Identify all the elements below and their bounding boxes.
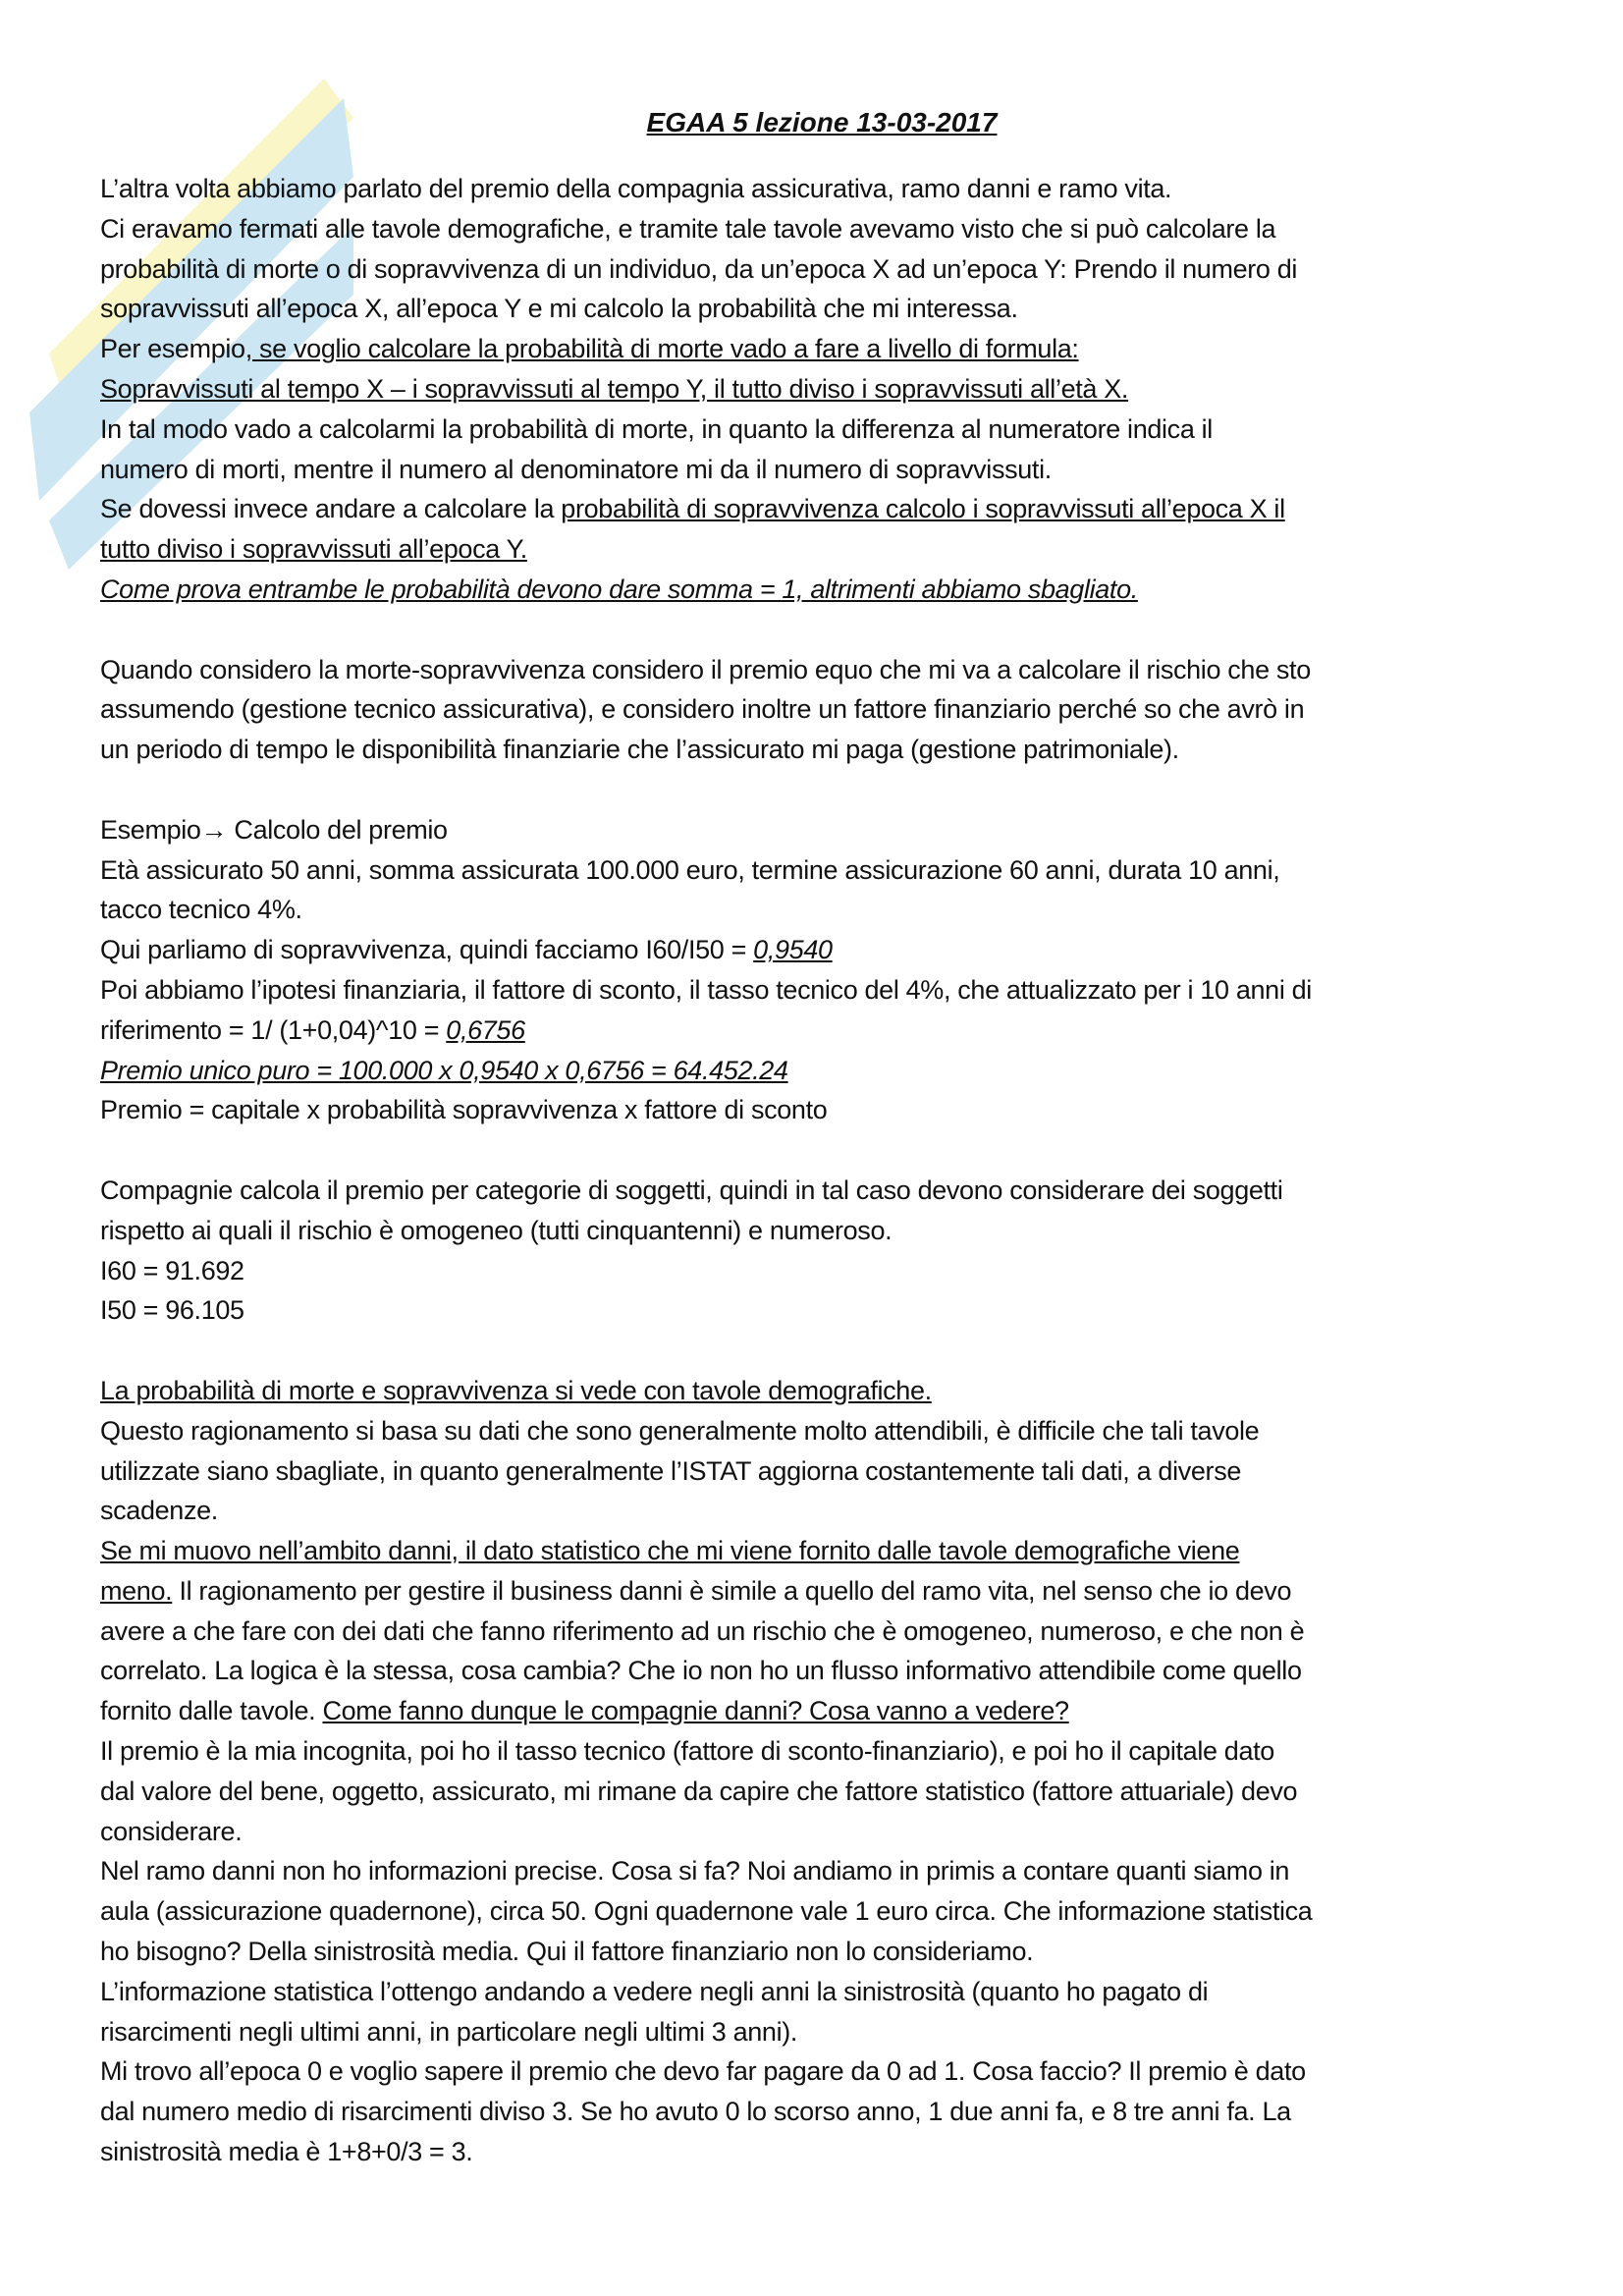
text-line: un periodo di tempo le disponibilità finanziarie che l’assicurato mi paga (gestione patrimoniale). (100, 735, 1179, 765)
text-line: Il premio è la mia incognita, poi ho il tasso tecnico (fattore di sconto-finanziario), e poi ho il capitale dato (100, 1736, 1274, 1767)
text-line: Come prova entrambe le probabilità devono dare somma = 1, altrimenti abbiamo sbagliato. (100, 574, 1138, 604)
text-line: dal numero medio di risarcimenti diviso 3. Se ho avuto 0 lo scorso anno, 1 due anni fa, e 8 tre anni fa. La (100, 2097, 1291, 2127)
text-line: Ci eravamo fermati alle tavole demografiche, e tramite tale tavole avevamo visto che si può calcolare la (100, 213, 1276, 244)
text-line: riferimento = 1/ (1+0,04)^10 = 0,6756 (100, 1014, 525, 1045)
text-line: Premio unico puro = 100.000 x 0,9540 x 0,6756 = 64.452.24 (100, 1055, 788, 1085)
text-line: Questo ragionamento si basa su dati che sono generalmente molto attendibili, è difficile che tali tavole (100, 1415, 1260, 1446)
text-line: risarcimenti negli ultimi anni, in particolare negli ultimi 3 anni). (100, 2016, 798, 2047)
text-line: L’informazione statistica l’ottengo andando a vedere negli anni la sinistrosità (quanto ho pagato di (100, 1976, 1209, 2006)
text-line: L’altra volta abbiamo parlato del premio della compagnia assicurativa, ramo danni e ramo vita. (100, 174, 1172, 203)
text-line: Per esempio, se voglio calcolare la probabilità di morte vado a fare a livello di formula: (100, 334, 1079, 364)
text-line: utilizzate siano sbagliate, in quanto generalmente l’ISTAT aggiorna costantemente tali dati, a diverse (100, 1455, 1242, 1486)
text-line: scadenze. (100, 1496, 218, 1526)
text-line: I50 = 96.105 (100, 1295, 244, 1326)
text-line: Sopravvissuti al tempo X – i sopravvissuti al tempo Y, il tutto diviso i sopravvissuti all’età X. (100, 373, 1129, 404)
text-line: Quando considero la morte-sopravvivenza considero il premio equo che mi va a calcolare il rischio che sto (100, 654, 1311, 684)
text-line: Nel ramo danni non ho informazioni precise. Cosa si fa? Noi andiamo in primis a contare quanti siamo in (100, 1856, 1290, 1886)
arrow-icon: → (200, 814, 228, 845)
text-line: Se dovessi invece andare a calcolare la probabilità di sopravvivenza calcolo i sopravvissuti all’epoca X il (100, 494, 1285, 524)
text-line: In tal modo vado a calcolarmi la probabilità di morte, in quanto la differenza al numeratore indica il (100, 413, 1213, 444)
text-line: sinistrosità media è 1+8+0/3 = 3. (100, 2137, 473, 2167)
text-line: aula (assicurazione quadernone), circa 50. Ogni quadernone vale 1 euro circa. Che informazione statistica (100, 1896, 1313, 1927)
text-line: ho bisogno? Della sinistrosità media. Qui il fattore finanziario non lo consideriamo. (100, 1937, 1034, 1967)
text-line: sopravvissuti all’epoca X, all’epoca Y e mi calcolo la probabilità che mi interessa. (100, 294, 1018, 324)
text-line: Compagnie calcola il premio per categorie di soggetti, quindi in tal caso devono considerare dei soggetti (100, 1175, 1283, 1205)
text-line: Se mi muovo nell’ambito danni, il dato statistico che mi viene fornito dalle tavole demografiche viene (100, 1536, 1240, 1566)
text-line: Esempio→ Calcolo del premio (100, 814, 448, 845)
text-line: tutto diviso i sopravvissuti all’epoca Y. (100, 534, 527, 565)
text-line: assumendo (gestione tecnico assicurativa), e considero inoltre un fattore finanziario perché so che avrò in (100, 694, 1305, 725)
text-line: Qui parliamo di sopravvivenza, quindi facciamo I60/I50 = 0,9540 (100, 935, 833, 965)
text-line: rispetto ai quali il rischio è omogeneo (tutti cinquantenni) e numeroso. (100, 1215, 893, 1245)
text-line: tacco tecnico 4%. (100, 895, 302, 925)
text-line: La probabilità di morte e sopravvivenza si vede con tavole demografiche. (100, 1375, 932, 1405)
text-line: dal valore del bene, oggetto, assicurato, mi rimane da capire che fattore statistico (fattore attuariale) devo (100, 1776, 1298, 1806)
text-line: meno. Il ragionamento per gestire il business danni è simile a quello del ramo vita, nel senso che io devo (100, 1575, 1292, 1606)
text-line: considerare. (100, 1816, 243, 1846)
document-title: EGAA 5 lezione 13-03-2017 (646, 107, 998, 137)
text-line: Premio = capitale x probabilità sopravvivenza x fattore di sconto (100, 1095, 828, 1125)
text-line: probabilità di morte o di sopravvivenza di un individuo, da un’epoca X ad un’epoca Y: Prendo il numero di (100, 253, 1298, 284)
text-line: fornito dalle tavole. Come fanno dunque le compagnie danni? Cosa vanno a vedere? (100, 1696, 1069, 1726)
text-line: Mi trovo all’epoca 0 e voglio sapere il premio che devo far pagare da 0 ad 1. Cosa faccio? Il premio è dato (100, 2056, 1306, 2087)
text-line: correlato. La logica è la stessa, cosa cambia? Che io non ho un flusso informativo attendibile come quello (100, 1656, 1302, 1686)
text-line: I60 = 91.692 (100, 1255, 244, 1285)
text-line: Età assicurato 50 anni, somma assicurata 100.000 euro, termine assicurazione 60 anni, durata 10 anni, (100, 854, 1280, 885)
text-line: Poi abbiamo l’ipotesi finanziaria, il fattore di sconto, il tasso tecnico del 4%, che attualizzato per i 10 anni di (100, 974, 1312, 1005)
text-line: avere a che fare con dei dati che fanno riferimento ad un rischio che è omogeneo, numeroso, e che non è (100, 1615, 1305, 1646)
document-page (100, 98, 1543, 2172)
text-line: numero di morti, mentre il numero al denominatore mi da il numero di sopravvissuti. (100, 454, 1052, 484)
